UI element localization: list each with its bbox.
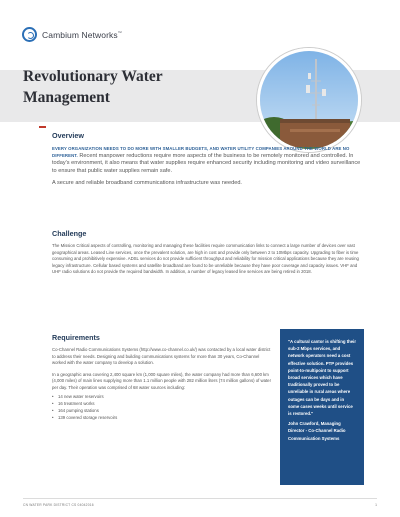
list-item: • 139 covered storage reservoirs — [52, 414, 272, 421]
list-item: • 164 pumping stations — [52, 407, 272, 414]
overview-paragraph-2: A secure and reliable broadband communications infrastructure was needed. — [52, 179, 242, 186]
page-title: Revolutionary Water Management — [23, 68, 163, 106]
list-item: • 16 treatment works — [52, 400, 272, 407]
requirements-paragraph-1: Co-Channel Radio Communications Systems (http://www.co-channel.co.uk/) was contacted by a local water district to address their needs. Designing and building communications systems for more than 30 years, Co-Channel worked with the water company to develop a solution. — [52, 347, 271, 366]
brand-logo[interactable] — [22, 27, 122, 42]
overview-lead: EVERY ORGANIZATION NEEDS TO DO MORE WITH SMALLER BUDGETS, AND WATER UTILITY COMPANIES AROUND THE WORLD ARE NO DIFFERENT. Recent manpower reductions require more aspects of the business to be remotely monitored and controlled. In today's environment, it also means that water supplies require enhanced security including monitoring and video surveillance to ensure that public water supplies remain safe. — [52, 146, 361, 175]
requirements-section — [52, 333, 272, 422]
page-number: 1 — [375, 503, 377, 507]
page-footer — [23, 498, 377, 508]
challenge-body: The Mission Critical aspects of controlling, monitoring and managing these facilities require communication links to connect a large number of devices over vast geographical areas. Leased Line services, once the prevalent solution, are high in cost and provide only between 2 to 10Mbps capacity. Upgrading to fiber is time consuming and prohibitively expensive. ADSL services do not provide sufficient throughput and reliability for mission critical applications because they are reusing legacy infrastructure. Cellular based systems and satellite broadband are found to be unreliable because they have poor coverage and capacity issues. VHF and UHF radio solutions do not provide the required bandwidth. In addition, a number of legacy leased line services are being retired in 2018. — [52, 243, 359, 275]
quote-callout — [280, 329, 364, 485]
overview-section — [52, 131, 364, 188]
cambium-logo-icon — [22, 27, 37, 42]
callout-attribution: John Crawford, Managing Director - Co-Channel Radio Communication Systems — [288, 421, 346, 441]
list-item: • 14 new water reservoirs — [52, 393, 272, 400]
challenge-heading: Challenge — [52, 229, 87, 238]
footer-doc-id: CN WATER PARK DISTRICT CS 04042016 — [23, 503, 94, 507]
overview-heading: Overview — [52, 131, 84, 140]
section-accent-line — [39, 126, 46, 128]
brand-name: Cambium Networks™ — [42, 29, 122, 40]
requirements-paragraph-2: In a geographic area covering 2,400 square km (1,000 square miles), the water company had more than 6,600 km (4,000 miles) of main lines supplying more than 1.1 million people with 282 million liters (74 million gallons) of water per day. Their operation was comprised of 68 water sources including: — [52, 371, 272, 390]
callout-quote: "A cultural cantor is shifting their sub-2 Mbps services, and network operators need a cost effective solution. PTP provides point-to-multipoint to support broad services which have traditionally proved to be unreliable in rural areas where outages can be days and in some cases weeks until service is restored." — [288, 339, 357, 417]
challenge-section — [52, 229, 364, 276]
requirements-heading: Requirements — [52, 333, 100, 342]
water-sources-list — [52, 393, 272, 422]
